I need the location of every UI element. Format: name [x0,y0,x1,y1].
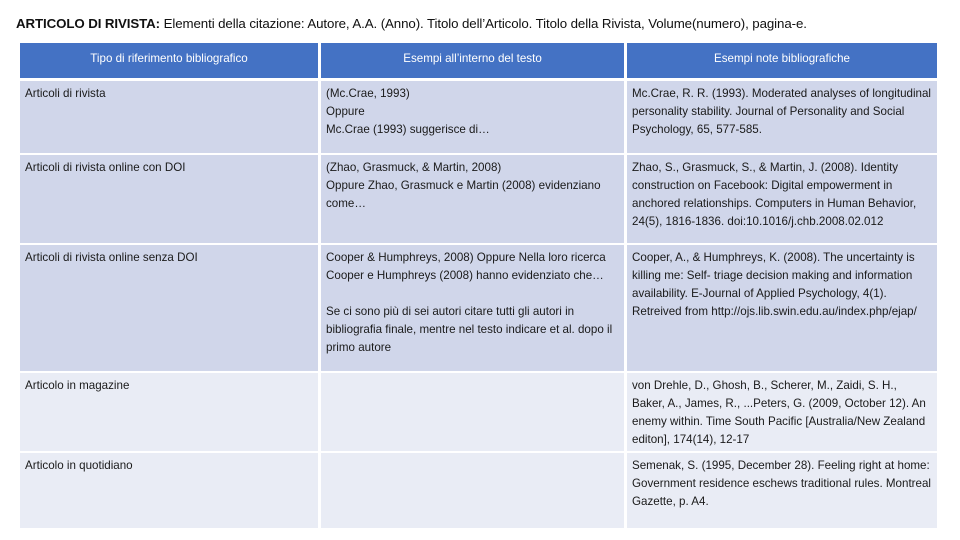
table-row [20,373,937,453]
cell-type: Articolo in quotidiano [20,453,321,530]
header-type: Tipo di riferimento bibliografico [20,43,321,81]
in-text-example: (Mc.Crae, 1993) Oppure Mc.Crae (1993) suggerisce di… [326,87,490,136]
title-text: Elementi della citazione: Autore, A.A. (Anno). Titolo dell’Articolo. Titolo della Rivista, Volume(numero), pagina-e. [160,16,807,31]
in-text-example: (Zhao, Grasmuck, & Martin, 2008) Oppure Zhao, Grasmuck e Martin (2008) evidenziano come… [326,161,601,210]
page-title [16,16,946,31]
cell-note: Semenak, S. (1995, December 28). Feeling right at home: Government residence eschews traditional rules. Montreal Gazette, p. A4. [627,453,937,530]
header-notes: Esempi note bibliografiche [627,43,937,81]
cell-in-text [321,245,627,373]
cell-note: Zhao, S., Grasmuck, S., & Martin, J. (2008). Identity construction on Facebook: Digital empowerment in anchored relationships. Computers in Human Behavior, 24(5), 1816-1836. doi:10.1016/j.chb.2008.02.012 [627,155,937,245]
cell-in-text [321,373,627,453]
table-row [20,453,937,530]
cell-note: Mc.Crae, R. R. (1993). Moderated analyses of longitudinal personality stability. Journal of Personality and Social Psychology, 65, 577-585. [627,81,937,155]
cell-note: von Drehle, D., Ghosh, B., Scherer, M., Zaidi, S. H., Baker, A., James, R., ...Peters, G. (2009, October 12). An enemy within. Time South Pacific [Australia/New Zealand editon], 174(14), 12-17 [627,373,937,453]
cell-in-text [321,81,627,155]
references-table [20,43,937,530]
cell-note: Cooper, A., & Humphreys, K. (2008). The uncertainty is killing me: Self- triage decision making and information availability. E-Journal of Applied Psychology, 4(1). Retreived from http://ojs.lib.swin.edu.au/index.php/ejap/ [627,245,937,373]
cell-type: Articoli di rivista online con DOI [20,155,321,245]
table-row [20,81,937,155]
cell-type: Articolo in magazine [20,373,321,453]
title-label: ARTICOLO DI RIVISTA: [16,16,161,31]
cell-type: Articoli di rivista online senza DOI [20,245,321,373]
table-row [20,245,937,373]
header-in-text: Esempi all’interno del testo [321,43,627,81]
table-row [20,155,937,245]
in-text-example: Cooper & Humphreys, 2008) Oppure Nella loro ricerca Cooper e Humphreys (2008) hanno evidenziato che… [326,251,606,282]
cell-in-text [321,155,627,245]
cell-type: Articoli di rivista [20,81,321,155]
table-header-row [20,43,937,81]
in-text-note: Se ci sono più di sei autori citare tutti gli autori in bibliografia finale, mentre nel testo indicare et al. dopo il primo autore [326,305,613,354]
cell-in-text [321,453,627,530]
